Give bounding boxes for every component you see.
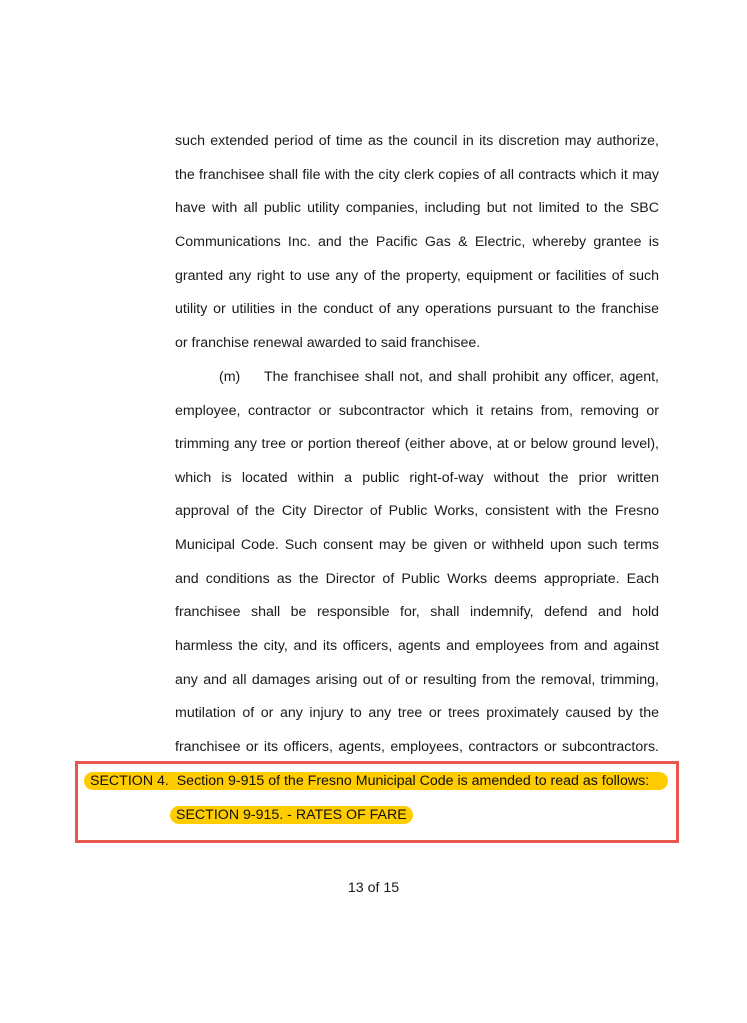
body-line: trimming any tree or portion thereof (either above, at or below ground level),	[175, 436, 659, 452]
body-line: employee, contractor or subcontractor which it retains from, removing or	[175, 403, 659, 419]
highlighted-section-line: SECTION 4. Section 9-915 of the Fresno Municipal Code is amended to read as follows:	[84, 772, 668, 790]
paragraph-m-first-line	[219, 368, 659, 386]
body-line: granted any right to use any of the property, equipment or facilities of such	[175, 268, 659, 284]
body-line: utility or utilities in the conduct of any operations pursuant to the franchise	[175, 301, 659, 317]
body-line: have with all public utility companies, including but not limited to the SBC	[175, 200, 659, 216]
paragraph-m-text: The franchisee shall not, and shall prohibit any officer, agent,	[264, 369, 659, 385]
body-line: approval of the City Director of Public Works, consistent with the Fresno	[175, 503, 659, 519]
body-line: franchisee shall be responsible for, shall indemnify, defend and hold	[175, 604, 659, 620]
body-line: Municipal Code. Such consent may be given or withheld upon such terms	[175, 537, 659, 553]
paragraph-label: (m)	[219, 369, 241, 385]
highlighted-section-heading: SECTION 9-915. - RATES OF FARE	[170, 806, 413, 824]
body-line: which is located within a public right-of-way without the prior written	[175, 470, 659, 486]
body-line: and conditions as the Director of Public Works deems appropriate. Each	[175, 571, 659, 587]
page-number: 13 of 15	[347, 880, 400, 896]
body-line: mutilation of or any injury to any tree or trees proximately caused by the	[175, 705, 659, 721]
body-line: Communications Inc. and the Pacific Gas & Electric, whereby grantee is	[175, 234, 659, 250]
body-line: or franchise renewal awarded to said franchisee.	[175, 335, 481, 351]
body-line: such extended period of time as the council in its discretion may authorize,	[175, 133, 659, 149]
body-line: the franchisee shall file with the city clerk copies of all contracts which it may	[175, 167, 659, 183]
body-line: franchisee or its officers, agents, employees, contractors or subcontractors.	[175, 739, 659, 755]
body-line: any and all damages arising out of or resulting from the removal, trimming,	[175, 672, 659, 688]
body-line: harmless the city, and its officers, agents and employees from and against	[175, 638, 659, 654]
